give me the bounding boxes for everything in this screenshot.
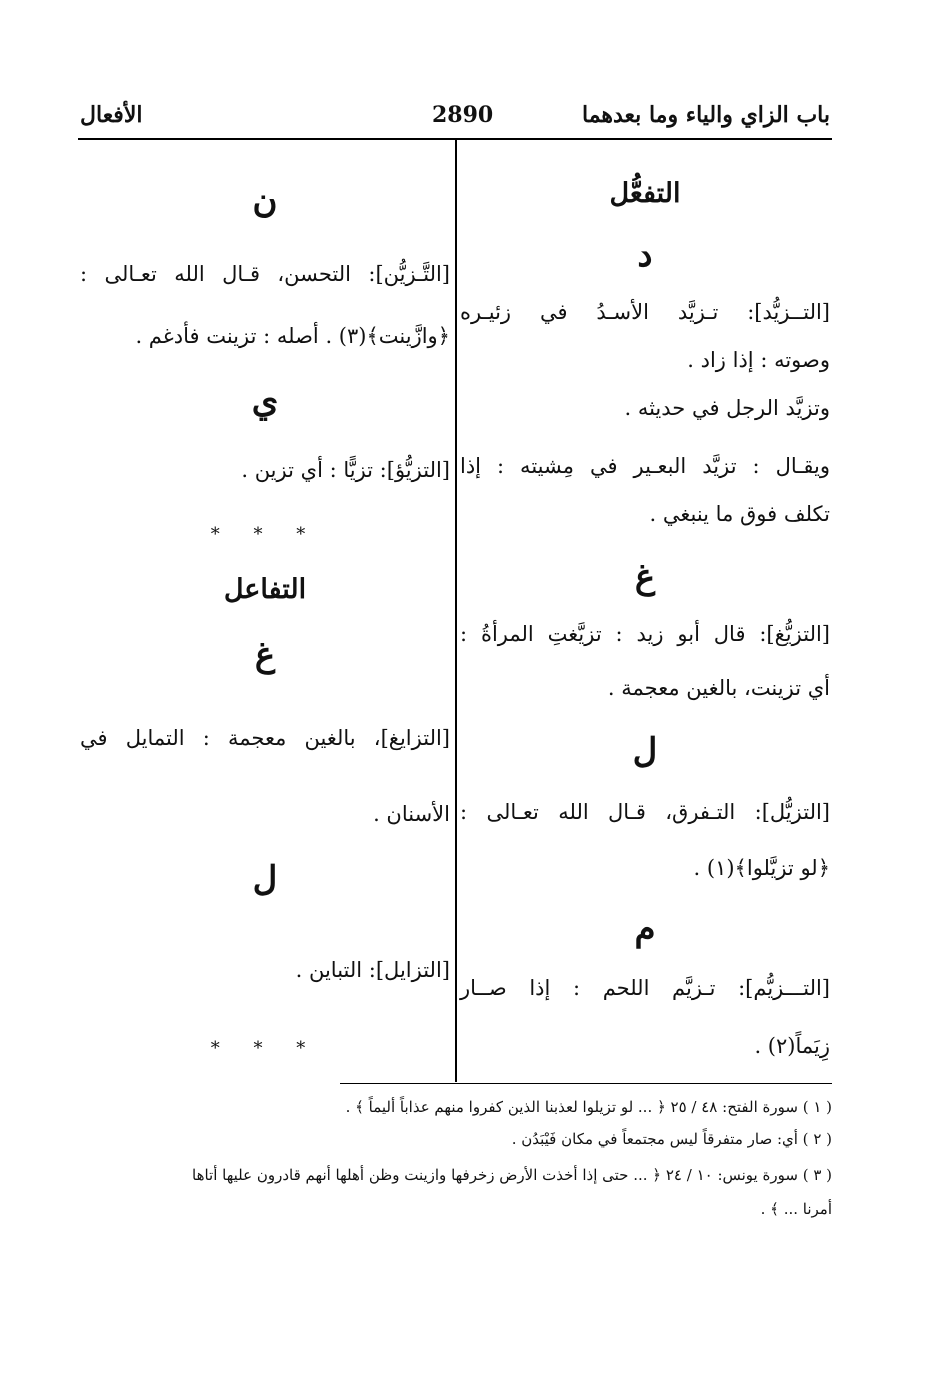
entry-line: [التزيُّؤ]: تزيًّا : أي تزين . <box>241 458 450 482</box>
entry-line: [التزيُّل]: التـفرق، قـال الله تعـالى : <box>460 800 830 824</box>
entry-line: [التزايغ]، بالغين معجمة : التمايل في <box>80 726 450 750</box>
entry-line: أي تزينت، بالغين معجمة . <box>607 676 830 700</box>
entry-line: ﴿وازَّينت﴾(٣) . أصله : تزينت فأدغم . <box>135 324 450 348</box>
section-separator: * * * <box>210 1038 320 1059</box>
letter-heading-ghayn: غ <box>634 557 656 597</box>
letter-heading-ghayn: غ <box>254 635 276 675</box>
letter-heading-ya: ي <box>251 381 279 421</box>
footnote-rule <box>340 1083 832 1084</box>
page-number: 2890 <box>432 102 494 128</box>
entry-line: [التَّـزيُّن]: التحسن، قـال الله تعـالى : <box>80 262 450 286</box>
footnote: ( ١ ) سورة الفتح: ٤٨ / ٢٥ ﴿ ... لو تزيلوا لعذبنا الذين كفروا منهم عذاباً أليماً ﴾ . <box>345 1098 832 1116</box>
footnote: ( ٢ ) أي: صار متفرقاً ليس مجتمعاً في مكان فَيْبَدُن . <box>511 1130 832 1148</box>
letter-heading-nun: ن <box>252 181 278 221</box>
letter-heading-lam: ل <box>632 731 658 771</box>
section-separator: * * * <box>210 524 320 545</box>
entry-line: زِيَماً(٢) . <box>754 1034 830 1058</box>
column-divider <box>455 140 457 1082</box>
section-heading-tafaul: التفعُّل <box>609 178 681 209</box>
entry-line: [التـــزيُّم]: تـزيَّم اللحم : إذا صــار <box>460 976 830 1000</box>
section-heading-tafaul-alt: التفاعل <box>223 574 307 605</box>
entry-line: الأسنان . <box>373 802 450 826</box>
right-column <box>460 140 830 1080</box>
entry-line: [التزايل]: التباين . <box>295 958 450 982</box>
letter-heading-mim: م <box>634 909 656 949</box>
letter-heading-lam: ل <box>252 859 278 899</box>
entry-line: ويقـال : تزيَّد البعـير في مِشيته : إذا <box>460 454 830 478</box>
entry-line: [التــزيُّد]: تـزيَّد الأسـدُ في زئيـره <box>460 300 830 324</box>
entry-line: وصوته : إذا زاد . <box>687 348 830 372</box>
entry-line: [التزيُّغ]: قال أبو زيد : تزيَّغتِ المرأةُ : <box>460 622 830 646</box>
entry-line: وتزيَّد الرجل في حديثه . <box>624 396 830 420</box>
left-column <box>80 140 450 1080</box>
footnote: ( ٣ ) سورة يونس: ١٠ / ٢٤ ﴿ ... حتى إذا أخذت الأرض زخرفها وازينت وظن أهلها أنهم قادرون عليها أتاها <box>192 1166 832 1184</box>
entry-line: تكلف فوق ما ينبغي . <box>649 502 830 526</box>
entry-line: ﴿لو تزيَّلوا﴾(١) . <box>693 856 830 880</box>
chapter-title: باب الزاي والياء وما بعدهما <box>581 102 830 128</box>
section-title: الأفعال <box>80 102 143 128</box>
footnote: أمرنا ... ﴾ . <box>760 1200 832 1218</box>
letter-heading-dal: د <box>637 235 653 275</box>
